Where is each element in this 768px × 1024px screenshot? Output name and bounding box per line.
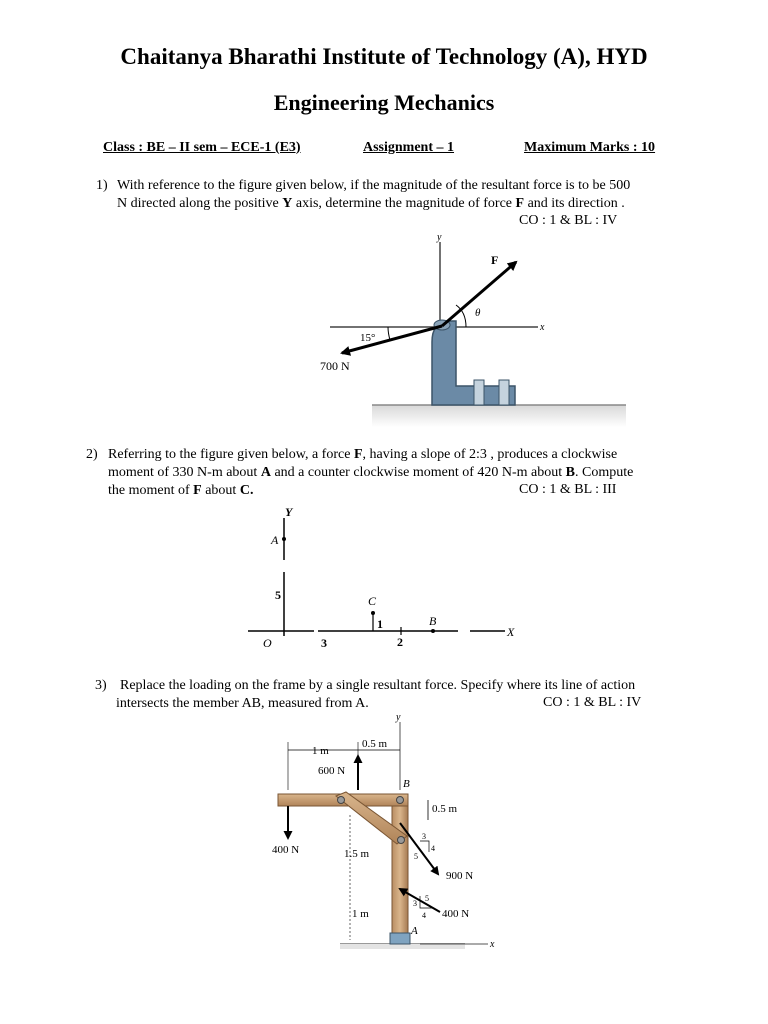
pin [397, 797, 404, 804]
origin-label: O [263, 636, 272, 650]
class-info: Class : BE – II sem – ECE-1 (E3) [103, 140, 301, 155]
x-axis-label: x [490, 939, 495, 950]
dim-2-label: 2 [397, 635, 403, 649]
question-number: 3) [95, 678, 107, 693]
x-axis-label: X [507, 625, 515, 639]
subject-title: Engineering Mechanics [273, 90, 495, 115]
dim-05m-top-label: 0.5 m [362, 738, 388, 750]
co-label: CO : 1 & BL : IV [519, 213, 618, 228]
point-b-label: B [429, 614, 437, 628]
slope-5-label: 5 [414, 852, 418, 861]
force-400-right-label: 400 N [442, 908, 470, 920]
question-text-line: N directed along the positive Y axis, determine the magnitude of force F and its direction . [117, 196, 625, 211]
question-text-line: moment of 330 N-m about A and a counter clockwise moment of 420 N-m about B. Compute [108, 465, 634, 480]
force-f-label: F [491, 253, 499, 267]
dim-05m-right-label: 0.5 m [432, 803, 458, 815]
pin [398, 837, 405, 844]
dim-1-label: 1 [377, 617, 383, 631]
question-text-line: intersects the member AB, measured from A. [116, 696, 369, 711]
question-text-line: the moment of F about C. [108, 483, 254, 498]
question-number: 1) [96, 178, 108, 193]
dim-5-label: 5 [275, 588, 281, 602]
co-label: CO : 1 & BL : IV [543, 695, 642, 710]
co-label: CO : 1 & BL : III [519, 482, 617, 497]
y-axis-label: y [437, 232, 442, 243]
dim-3-label: 3 [321, 636, 327, 650]
slope-5-label: 5 [425, 894, 429, 903]
slope-4-label: 4 [431, 844, 435, 853]
institute-title: Chaitanya Bharathi Institute of Technology (A), HYD [120, 44, 648, 69]
dim-1m-top-label: 1 m [312, 745, 329, 757]
y-axis-label: Y [285, 505, 293, 519]
slope-3-label: 3 [413, 899, 417, 908]
member-ab [392, 795, 408, 935]
assignment-label: Assignment – 1 [363, 140, 455, 155]
x-axis-label: x [540, 322, 545, 333]
point-a-label: A [271, 533, 279, 547]
question-text-line: Replace the loading on the frame by a single resultant force. Specify where its line of action [120, 678, 636, 693]
slope-4-label: 4 [422, 911, 426, 920]
ground [340, 944, 465, 949]
dim-1m-label: 1 m [352, 908, 369, 920]
pin [338, 797, 345, 804]
force-900-label: 900 N [446, 870, 474, 882]
dim-15m-label: 1.5 m [344, 848, 370, 860]
force-400-left-label: 400 N [272, 844, 300, 856]
theta-label: θ [475, 307, 481, 319]
force-700-label: 700 N [320, 359, 350, 373]
question-number: 2) [86, 447, 98, 462]
point-c-label: C [368, 594, 377, 608]
angle-15-label: 15° [360, 332, 376, 344]
force-600-label: 600 N [318, 765, 346, 777]
slope-3-label: 3 [422, 832, 426, 841]
point-b-label: B [403, 778, 410, 790]
question-text-line: With reference to the figure given below, if the magnitude of the resultant force is to be 500 [117, 178, 631, 193]
point-a-label: A [411, 925, 418, 937]
question-text-line: Referring to the figure given below, a force F, having a slope of 2:3 , produces a clockwise [108, 447, 618, 462]
max-marks: Maximum Marks : 10 [524, 140, 656, 155]
y-axis-label: y [396, 712, 401, 723]
support-a [390, 933, 410, 944]
